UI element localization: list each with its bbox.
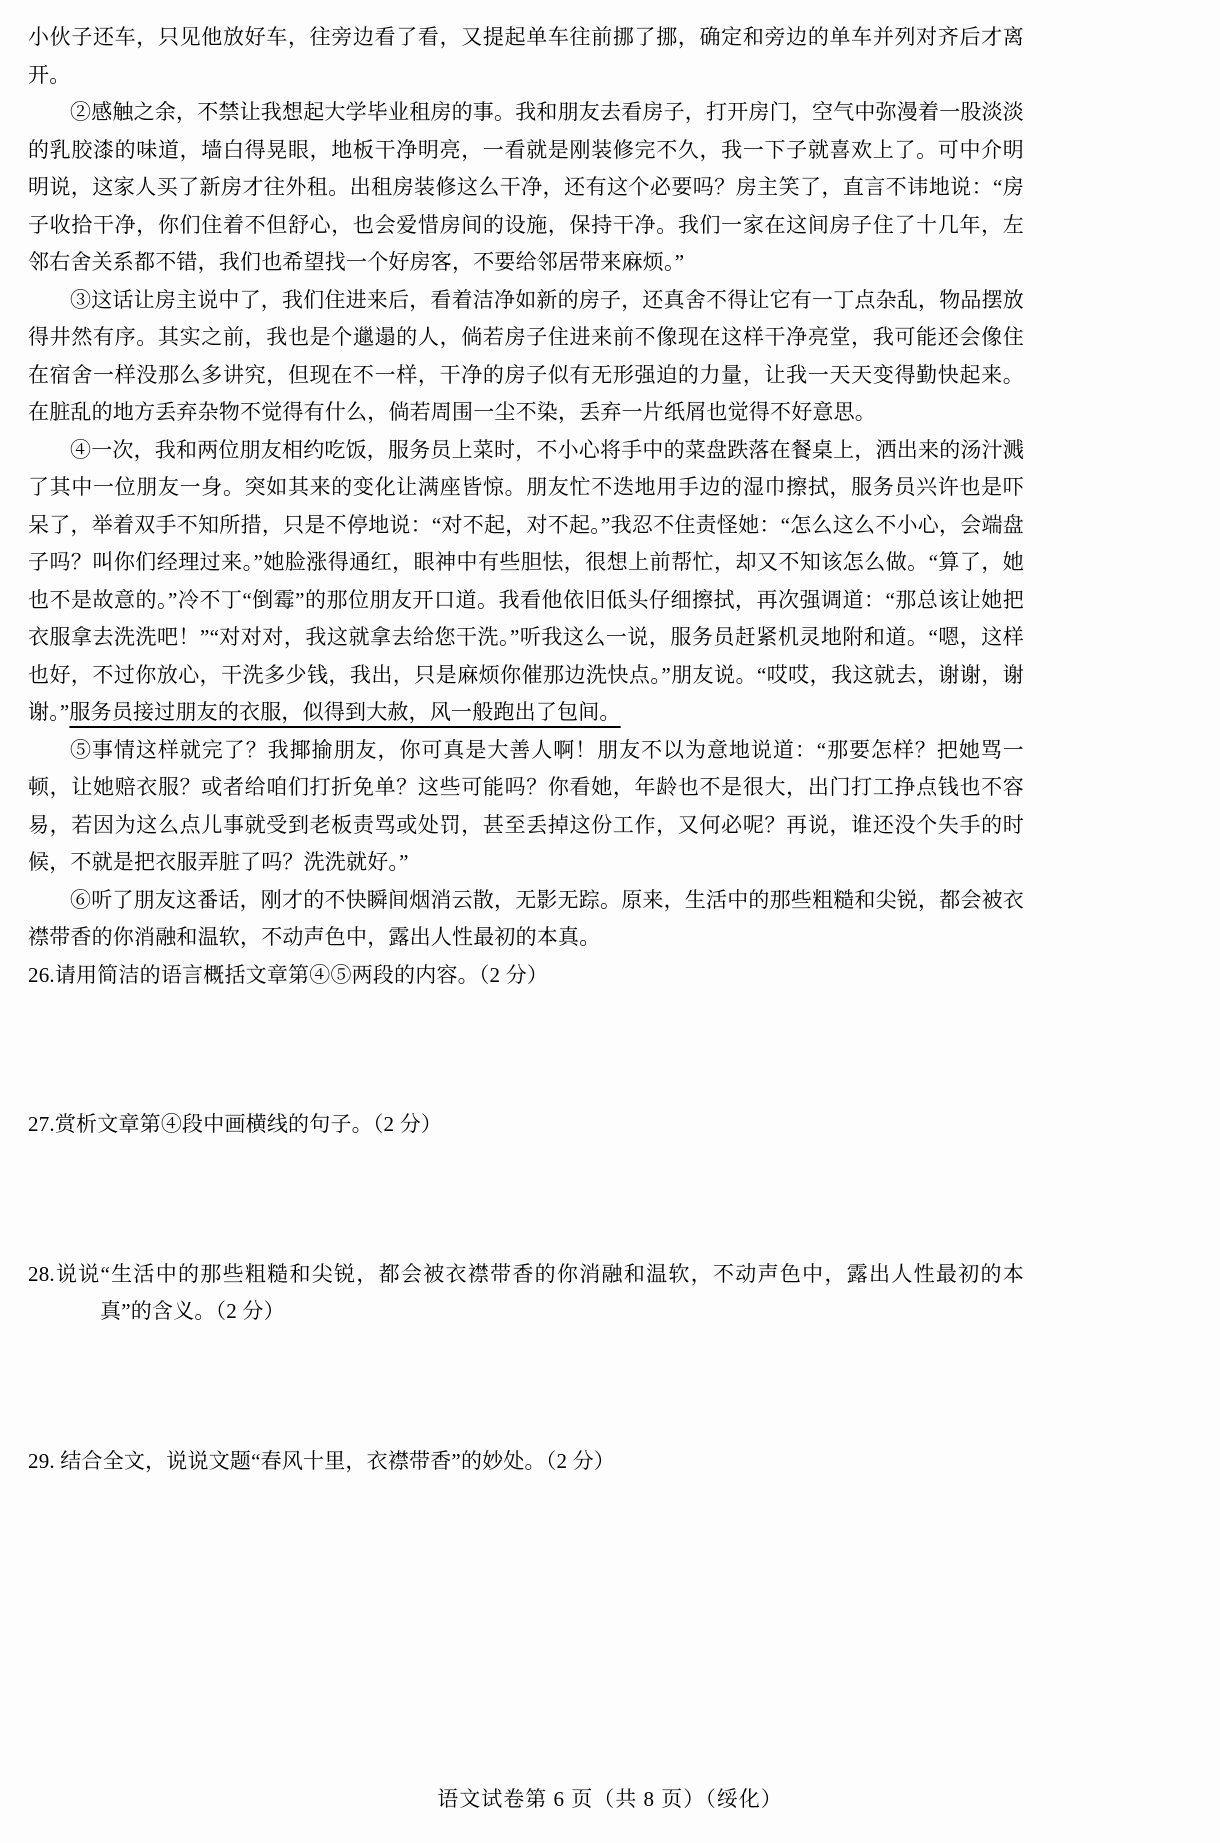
underlined-sentence: 服务员接过朋友的衣服，似得到大赦，风一般跑出了包间。	[69, 700, 621, 724]
paragraph-text: 小伙子还车，只见他放好车，往旁边看了看，又提起单车往前挪了挪，确定和旁边的单车并列对齐后才离开。	[28, 25, 1024, 87]
question-item: 27.赏析文章第④段中画横线的句子。（2 分）	[28, 1112, 443, 1136]
page-footer: 语文试卷第 6 页（共 8 页）（绥化）	[437, 1787, 783, 1811]
question-item: 26.请用简洁的语言概括文章第④⑤两段的内容。（2 分）	[28, 962, 549, 987]
question-item: 28.说说“生活中的那些粗糙和尖锐，都会被衣襟带香的你消融和温软，不动声色中，露出人性最初的本真”的含义。（2 分）	[28, 1261, 1024, 1323]
passage-paragraph	[28, 882, 1024, 957]
passage-paragraph	[28, 94, 1024, 282]
paragraph-text: ⑤事情这样就完了？我揶揄朋友，你可真是大善人啊！朋友不以为意地说道：“那要怎样？把她骂一顿，让她赔衣服？或者给咱们打折免单？这些可能吗？你看她，年龄也不是很大，出门打工挣点钱也不容易，若因为这么点儿事就受到老板责骂或处罚，甚至丢掉这份工作，又何必呢？再说，谁还没个失手的时候，不就是把衣服弄脏了吗？洗洗就好。”	[28, 737, 1024, 874]
page-content	[28, 19, 1024, 1480]
paragraph-text: ⑥听了朋友这番话，刚才的不快瞬间烟消云散，无影无踪。原来，生活中的那些粗糙和尖锐，都会被衣襟带香的你消融和温软，不动声色中，露出人性最初的本真。	[28, 887, 1024, 949]
question-item: 29. 结合全文，说说文题“春风十里，衣襟带香”的妙处。（2 分）	[28, 1448, 615, 1473]
passage-paragraph	[28, 432, 1024, 732]
reading-passage	[28, 19, 1024, 957]
passage-paragraph	[28, 282, 1024, 432]
passage-paragraph	[28, 732, 1024, 882]
paragraph-text: ④一次，我和两位朋友相约吃饭，服务员上菜时，不小心将手中的菜盘跌落在餐桌上，洒出来的汤汁溅了其中一位朋友一身。突如其来的变化让满座皆惊。朋友忙不迭地用手边的湿巾擦拭，服务员兴许也是吓呆了，举着双手不知所措，只是不停地说：“对不起，对不起。”我忍不住责怪她：“怎么这么不小心，会端盘子吗？叫你们经理过来。”她脸涨得通红，眼神中有些胆怯，很想上前帮忙，却又不知该怎么做。“算了，她也不是故意的。”冷不丁“倒霉”的那位朋友开口道。我看他依旧低头仔细擦拭，再次强调道：“那总该让她把衣服拿去洗洗吧！”“对对对，我这就拿去给您干洗。”听我这么一说，服务员赶紧机灵地附和道。“嗯，这样也好，不过你放心，干洗多少钱，我出，只是麻烦你催那边洗快点。”朋友说。“哎哎，我这就去，谢谢，谢谢。”	[28, 437, 1024, 724]
paragraph-text: ②感触之余，不禁让我想起大学毕业租房的事。我和朋友去看房子，打开房门，空气中弥漫着一股淡淡的乳胶漆的味道，墙白得晃眼，地板干净明亮，一看就是刚装修完不久，我一下子就喜欢上了。可中介明明说，这家人买了新房才往外租。出租房装修这么干净，还有这个必要吗？房主笑了，直言不讳地说：“房子收拾干净，你们住着不但舒心，也会爱惜房间的设施，保持干净。我们一家在这间房子住了十几年，左邻右舍关系都不错，我们也希望找一个好房客，不要给邻居带来麻烦。”	[28, 100, 1024, 274]
passage-paragraph	[28, 19, 1024, 94]
paragraph-text: ③这话让房主说中了，我们住进来后，看着洁净如新的房子，还真舍不得让它有一丁点杂乱，物品摆放得井然有序。其实之前，我也是个邋遢的人，倘若房子住进来前不像现在这样干净亮堂，我可能还会像住在宿舍一样没那么多讲究，但现在不一样，干净的房子似有无形强迫的力量，让我一天天变得勤快起来。在脏乱的地方丢弃杂物不觉得有什么，倘若周围一尘不染，丢弃一片纸屑也觉得不好意思。	[28, 287, 1024, 424]
question-list	[28, 957, 1024, 1481]
